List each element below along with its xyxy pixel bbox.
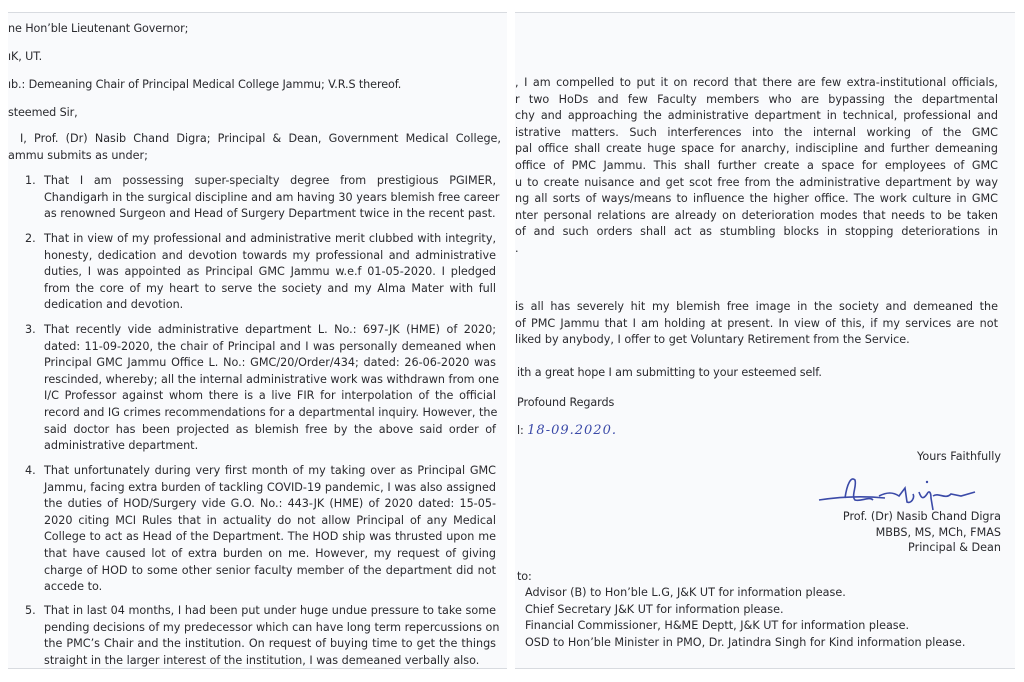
point-line: rescinded, whereby; all the internal administrative work was withdrawn from one [44,372,499,386]
point-line: 2020 citing MCI Rules that in actuality do not allow Principal of any Medical [44,513,496,527]
paragraph-line: ng all sorts of ways/means to influence the higher office. The work culture in GMC [515,192,998,206]
paragraph-line: u to create nuisance and get scot free from the administrative department by way [515,175,998,189]
point-paragraph [44,322,499,455]
letter-page-2 [515,12,1015,669]
addressee-line-2: ıK, UT. [8,50,43,63]
point-line: administrative department. [44,439,199,453]
point-paragraph [44,231,496,314]
point-line: straight in the larger interest of the institution, I was demeaned verbally also. [44,653,480,667]
intro-paragraph [8,131,501,164]
point-line: Principal GMC Jammu Office L. No.: GMC/20/Order/434; dated: 26-06-2020 was [44,356,496,370]
point-line: pending decisions of my predecessor which can have long term repercussions on [44,620,500,634]
point-number: 2. [25,232,36,245]
point-paragraph [44,463,496,596]
letter-page-1 [8,12,507,669]
point-line: the duties of HOD/Surgery vide G.O. No.: 443-JK (HME) of 2020 dated: 15-05- [44,497,496,511]
point-line: dedication and devotion. [44,298,184,312]
point-line: Jammu, facing extra burden of tackling COVID-19 pandemic, I was also assigned [44,480,496,494]
point-line: College to act as Head of the Department. The HOD ship was thrusted upon me [44,530,496,544]
paragraph-line: r two HoDs and few Faculty members who are bypassing the departmental [515,92,998,106]
point-line: record and IG crimes recommendations for a departmental inquiry. However, the [44,405,498,419]
copy-to-item: Financial Commissioner, H&ME Deptt, J&K UT for information please. [525,619,910,632]
copy-to-label: to: [517,570,532,583]
paragraph-line: liked by anybody, I offer to get Voluntary Retirement from the Service. [515,333,910,347]
point-line: said doctor has been projected as blemish free by the above said order of [44,422,496,436]
point-line: accede to. [44,580,103,594]
paragraph-line: is all has severely hit my blemish free image in the society and demeaned the [515,300,998,313]
date-label: l: [517,424,524,437]
subject-line: ıb.: Demeaning Chair of Principal Medical College Jammu; V.R.S thereof. [8,78,402,91]
intro-line-1: I, Prof. (Dr) Nasib Chand Digra; Principal & Dean, Government Medical College, [20,132,501,145]
date-line [517,423,617,440]
point-line: honesty, dedication and devotion towards my professional and administrative [44,248,496,262]
point-line: That recently vide administrative department L. No.: 697-JK (HME) of 2020; [44,323,496,336]
point-line: duties, I was appointed as Principal GMC Jammu w.e.f 01-05-2020. I pledged [44,265,496,279]
point-paragraph [44,173,500,223]
point-line: I/C Professor against whom there is a live FIR for interpolation of the official [44,389,496,403]
point-line: as renowned Surgeon and Head of Surgery Department twice in the recent past. [44,207,496,221]
signatory-degrees: MBBS, MS, MCh, FMAS [875,525,1001,539]
closing-hope: ith a great hope I am submitting to your esteemed self. [517,366,822,379]
point-line: That in view of my professional and administrative merit clubbed with integrity, [44,232,496,245]
salutation: steemed Sir, [8,106,78,119]
paragraph-line: office of PMC Jammu. This shall further create a space for employees of GMC [515,158,998,172]
paragraph-line: of and such orders shall act as stumbling blocks in stopping deteriorations in [515,225,998,239]
paragraph-vrs-offer [515,299,998,349]
copy-to-item: Chief Secretary J&K UT for information please. [525,602,784,616]
paragraph-interference [515,75,998,258]
point-number: 3. [25,323,36,336]
point-line: Chandigarh in the surgical discipline and am having 30 years blemish free career [44,190,500,204]
copy-to-item: Advisor (B) to Hon’ble L.G, J&K UT for information please. [525,586,846,599]
point-line: from the core of my heart to serve the society and my Alma Mater with full [44,281,496,295]
paragraph-line: istrative matters. Such interferences into the internal working of the GMC [515,125,998,139]
paragraph-line: . [515,241,519,255]
paragraph-line: , I am compelled to put it on record that there are few extra-institutional officials, [515,76,998,89]
point-line: That in last 04 months, I had been put under huge undue pressure to take some [44,604,496,617]
signature [815,470,985,514]
point-number: 4. [25,464,36,477]
signatory-name: Prof. (Dr) Nasib Chand Digra [842,510,1001,523]
point-line: That unfortunately during very first month of my taking over as Principal GMC [44,464,496,477]
regards: Profound Regards [517,396,615,409]
paragraph-line: nter personal relations are already on deterioration modes that needs to be taken [515,208,998,222]
yours-faithfully: Yours Faithfully [917,450,1001,463]
point-number: 5. [25,604,36,617]
signatory-block [843,509,1001,556]
copy-to-list [525,585,965,651]
handwritten-date: 18-09.2020. [527,423,617,438]
paragraph-line: pal office shall create huge space for anarchy, indiscipline and further demeaning [515,142,998,156]
paragraph-line: of PMC Jammu that I am holding at present. In view of this, if my services are not [515,316,998,330]
point-number: 1. [25,174,36,187]
point-line: charge of HOD to some other senior faculty member of the department did not [44,563,496,577]
intro-line-2: ammu submits as under; [8,148,148,162]
point-line: That I am possessing super-specialty degree from prestigious PGIMER, [44,174,496,187]
signatory-title: Principal & Dean [908,541,1001,554]
paragraph-line: chy and approaching the administrative department in technical, professional and [515,109,998,123]
point-paragraph [44,603,500,669]
point-line: the PMC’s Chair and the institution. On request of buying time to get the things [44,637,496,651]
point-line: dated: 11-09-2020, the chair of Principal and I was personally demeaned when [44,339,496,353]
addressee-line-1: ne Hon’ble Lieutenant Governor; [8,22,189,35]
point-line: that have caused lot of extra burden on me. However, my request of giving [44,546,496,560]
copy-to-item: OSD to Hon’ble Minister in PMO, Dr. Jatindra Singh for Kind information please. [525,635,966,649]
